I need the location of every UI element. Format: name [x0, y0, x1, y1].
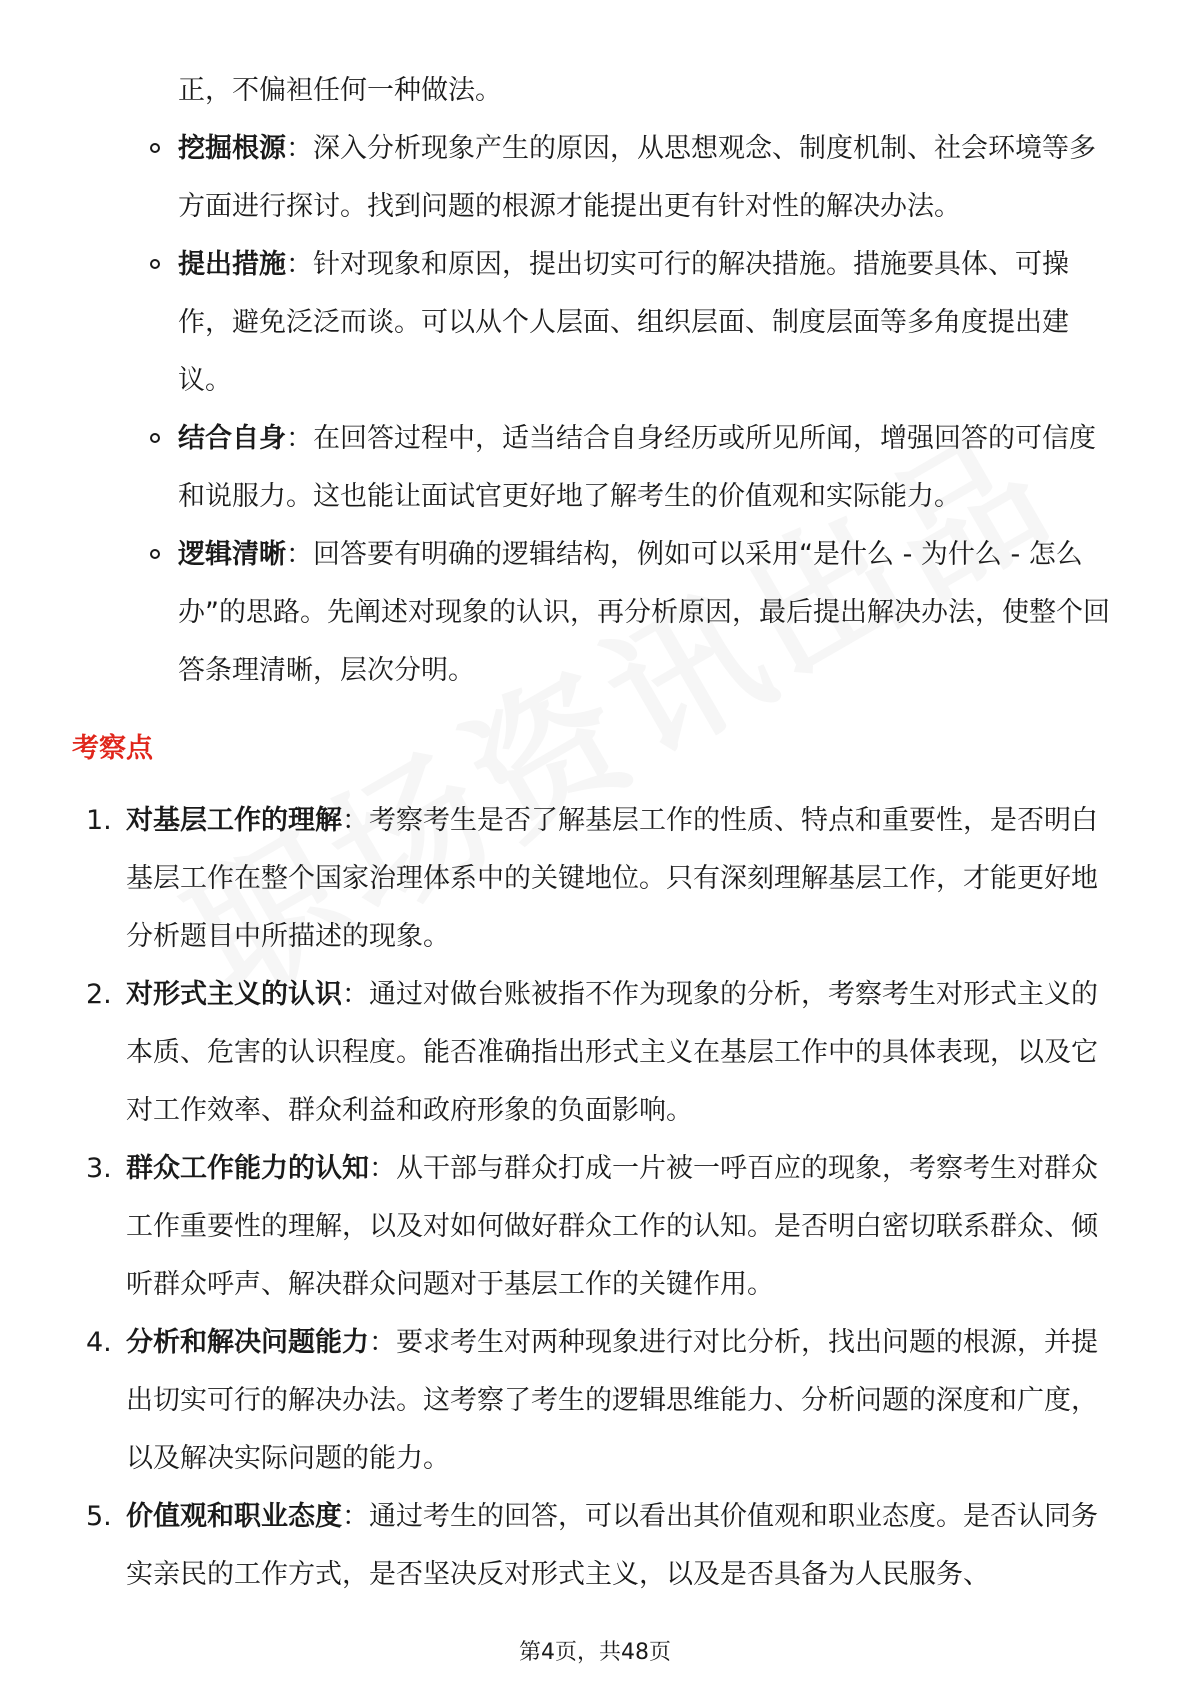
item-text: ：通过考生的回答，可以看出其价值观和职业态度。是否认同务实亲民的工作方式，是否坚决反对形式主义，以及是否具备为人民服务、 [126, 1501, 1098, 1590]
item-number: 5. [86, 1501, 112, 1532]
bullet-item [0, 120, 1118, 236]
item-number: 2. [86, 979, 112, 1010]
bullet-text: ：针对现象和原因，提出切实可行的解决措施。措施要具体、可操作，避免泛泛而谈。可以从个人层面、组织层面、制度层面等多角度提出建议。 [178, 249, 1069, 396]
item-title: 群众工作能力的认知 [126, 1153, 369, 1184]
item-title: 分析和解决问题能力 [126, 1327, 369, 1358]
bullet-text: ：深入分析现象产生的原因，从思想观念、制度机制、社会环境等多方面进行探讨。找到问题的根源才能提出更有针对性的解决办法。 [178, 133, 1096, 222]
bullet-text: ：回答要有明确的逻辑结构，例如可以采用“是什么 - 为什么 - 怎么办”的思路。先阐述对现象的认识，再分析原因，最后提出解决办法，使整个回答条理清晰，层次分明。 [178, 539, 1110, 686]
item-title: 对基层工作的理解 [126, 805, 342, 836]
bullet-title: 挖掘根源 [178, 133, 286, 164]
item-number: 4. [86, 1327, 112, 1358]
item-text: ：从干部与群众打成一片被一呼百应的现象，考察考生对群众工作重要性的理解，以及对如何做好群众工作的认知。是否明白密切联系群众、倾听群众呼声、解决群众问题对于基层工作的关键作用。 [126, 1153, 1098, 1300]
item-text: ：要求考生对两种现象进行对比分析，找出问题的根源，并提出切实可行的解决办法。这考察了考生的逻辑思维能力、分析问题的深度和广度，以及解决实际问题的能力。 [126, 1327, 1098, 1474]
page-number: 第4页，共48页 [519, 1640, 671, 1665]
circle-bullet-icon [150, 549, 160, 559]
item-text: ：考察考生是否了解基层工作的性质、特点和重要性，是否明白基层工作在整个国家治理体系中的关键地位。只有深刻理解基层工作，才能更好地分析题目中所描述的现象。 [126, 805, 1098, 952]
continuation-text: 正，不偏袒任何一种做法。 [178, 75, 502, 106]
section-heading: 考察点 [72, 733, 153, 764]
bullet-item [0, 236, 1118, 410]
bullet-title: 逻辑清晰 [178, 539, 286, 570]
item-text: ：通过对做台账被指不作为现象的分析，考察考生对形式主义的本质、危害的认识程度。能否准确指出形式主义在基层工作中的具体表现，以及它对工作效率、群众利益和政府形象的负面影响。 [126, 979, 1098, 1126]
list-item [0, 1140, 1121, 1314]
list-item [0, 792, 1121, 966]
bullet-title: 结合自身 [178, 423, 286, 454]
circle-bullet-icon [150, 433, 160, 443]
list-item [0, 1314, 1121, 1488]
circle-bullet-icon [150, 259, 160, 269]
bullet-list [0, 120, 1190, 700]
bullet-text: ：在回答过程中，适当结合自身经历或所见所闻，增强回答的可信度和说服力。这也能让面试官更好地了解考生的价值观和实际能力。 [178, 423, 1096, 512]
list-item [0, 966, 1121, 1140]
bullet-item [0, 410, 1118, 526]
numbered-list [0, 792, 1190, 1604]
bullet-title: 提出措施 [178, 249, 286, 280]
list-item [0, 1488, 1121, 1604]
item-title: 对形式主义的认识 [126, 979, 342, 1010]
item-title: 价值观和职业态度 [126, 1501, 342, 1532]
bullet-item [0, 526, 1118, 700]
item-number: 3. [86, 1153, 112, 1184]
circle-bullet-icon [150, 143, 160, 153]
item-number: 1. [86, 805, 112, 836]
